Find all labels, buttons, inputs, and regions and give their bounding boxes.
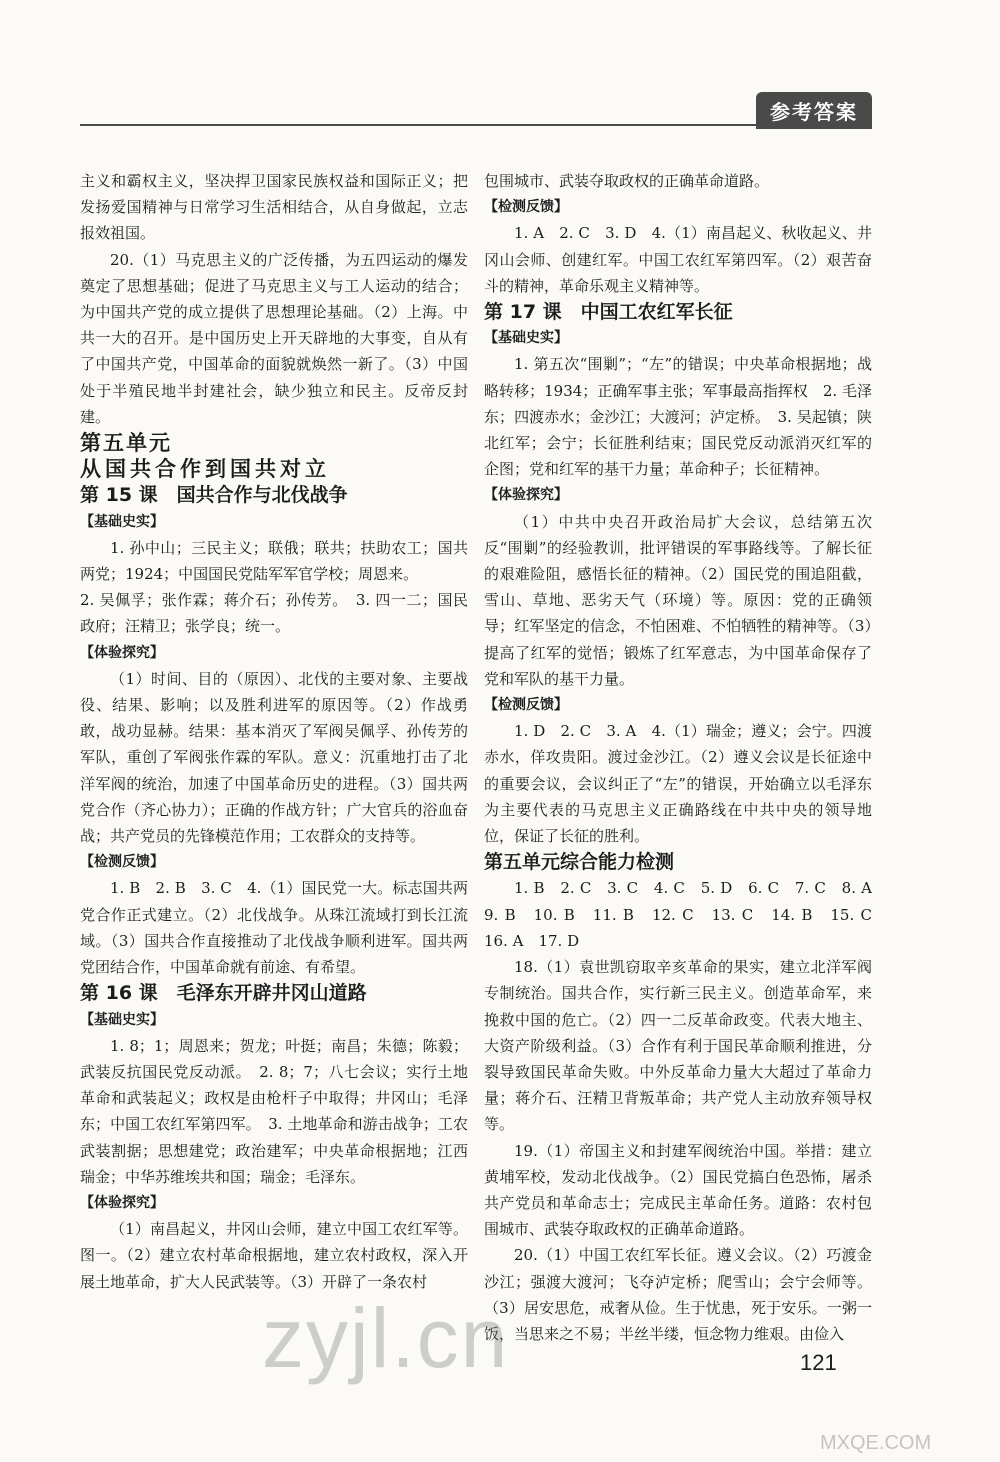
section-tag: 【检测反馈】 bbox=[80, 854, 164, 871]
section-tag: 【体验探究】 bbox=[80, 644, 164, 661]
left-column bbox=[80, 168, 468, 1295]
right-column bbox=[484, 168, 888, 1347]
section-tag: 【基础史实】 bbox=[484, 330, 568, 347]
paragraph: 2. 吴佩孚；张作霖；蒋介石；孙传芳。 3. 四一二；国民政府；汪精卫；张学良；统一。 bbox=[80, 591, 468, 636]
paragraph: 1. 8；1；周恩来；贺龙；叶挺；南昌；朱德；陈毅；武装反抗国民党反动派。 2. 8；7；八七会议；实行土地革命和武装起义；政权是由枪杆子中取得；井冈山；毛泽东；中国工农红军第四军。 3. 土地革命和游击战争；工农武装割据；思想建党；政治建军；中央革命根据地；江西瑞金；中华苏维埃共和国；瑞金；毛泽东。 bbox=[80, 1036, 468, 1186]
section-tag: 【基础史实】 bbox=[80, 513, 164, 530]
paragraph: 1. B 2. B 3. C 4.（1）国民党一大。标志国共两党合作正式建立。（2）北伐战争。从珠江流域打到长江流域。（3）国共合作直接推动了北伐战争顺利进军。国共两党团结合作，中国革命就有前途、有希望。 bbox=[80, 879, 468, 977]
section-tag: 【检测反馈】 bbox=[484, 199, 568, 216]
paragraph: 19.（1）帝国主义和封建军阀统治中国。举措：建立黄埔军校，发动北伐战争。（2）国民党搞白色恐怖，屠杀共产党员和革命志士；完成民主革命任务。道路：农村包围城市、武装夺取政权的正确革命道路。 bbox=[484, 1141, 872, 1239]
paragraph: （1）南昌起义，井冈山会师，建立中国工农红军等。图一。（2）建立农村革命根据地，建立农村政权，深入开展土地革命，扩大人民武装等。（3）开辟了一条农村 bbox=[80, 1220, 468, 1291]
lesson-title: 第 17 课 中国工农红军长征 bbox=[484, 301, 733, 324]
paragraph: （1）中共中央召开政治局扩大会议，总结第五次反“围剿”的经验教训，批评错误的军事路线等。了解长征的艰难险阻，感悟长征的精神。（2）国民党的围追阻截，雪山、草地、恶劣天气（环境）等。原因：党的正确领导；红军坚定的信念，不怕困难、不怕牺牲的精神等。（3）提高了红军的觉悟；锻炼了红军意志，为中国革命保存了党和军队的基干力量。 bbox=[484, 512, 872, 688]
paragraph: 20.（1）马克思主义的广泛传播，为五四运动的爆发奠定了思想基础；促进了马克思主义与工人运动的结合；为中国共产党的成立提供了思想理论基础。（2）上海。中共一大的召开。是中国历史上开天辟地的大事变，自从有了中国共产党，中国革命的面貌就焕然一新了。（3）中国处于半殖民地半封建社会，缺少独立和民主。反帝反封建。 bbox=[80, 250, 468, 426]
paragraph: 20.（1）中国工农红军长征。遵义会议。（2）巧渡金沙江；强渡大渡河；飞夺泸定桥；爬雪山；会宁会师等。（3）居安思危，戒奢从俭。生于忧患，死于安乐。一粥一饭，当思来之不易；半丝半缕，恒念物力维艰。由俭入 bbox=[484, 1246, 872, 1343]
paragraph: 1. 第五次“围剿”；“左”的错误；中央革命根据地；战略转移；1934；正确军事主张；军事最高指挥权 2. 毛泽东；四渡赤水；金沙江；大渡河；泸定桥。 3. 吴起镇；陕北红军；会宁；长征胜利结束；国民党反动派消灭红军的企图；党和红军的基干力量；革命种子；长征精神。 bbox=[484, 355, 872, 479]
paragraph: 1. D 2. C 3. A 4.（1）瑞金；遵义；会宁。四渡赤水，佯攻贵阳。渡过金沙江。（2）遵义会议是长征途中的重要会议，会议纠正了“左”的错误，开始确立以毛泽东为主要代表的马克思主义正确路线在中共中央的领导地位，保证了长征的胜利。 bbox=[484, 722, 872, 846]
unit-subtitle: 从国共合作到国共对立 bbox=[80, 457, 330, 482]
watermark-corner: MXQE.COM bbox=[820, 1432, 932, 1454]
paragraph: 1. A 2. C 3. D 4.（1）南昌起义、秋收起义、井冈山会师、创建红军。中国工农红军第四军。（2）艰苦奋斗的精神，革命乐观主义精神等。 bbox=[484, 224, 872, 295]
section-tag: 【体验探究】 bbox=[80, 1194, 164, 1211]
paragraph: 18.（1）袁世凯窃取辛亥革命的果实，建立北洋军阀专制统治。国共合作，实行新三民主义。创造革命军，来挽救中国的危亡。（2）四一二反革命政变。代表大地主、大资产阶级利益。（3）合作有利于国民革命顺利推进，分裂导致国民革命失败。中外反革命力量大大超过了革命力量；蒋介石、汪精卫背叛革命；共产党人主动放弃领导权等。 bbox=[484, 958, 872, 1134]
paragraph: 1. B 2. C 3. C 4. C 5. D 6. C 7. C 8. A 9. B 10. B 11. B 12. C 13. C 14. B 15. C 16. A 17. D bbox=[484, 879, 888, 950]
watermark-main: zyjl.cn bbox=[262, 1291, 510, 1385]
lesson-title: 第五单元综合能力检测 bbox=[484, 851, 675, 874]
paragraph: （1）时间、目的（原因）、北伐的主要对象、主要战役、结果、影响；以及胜利进军的原因等。（2）作战勇敢，战功显赫。结果：基本消灭了军阀吴佩孚、孙传芳的军队，重创了军阀张作霖的军队。意义：沉重地打击了北洋军阀的统治，加速了中国革命历史的进程。（3）国共两党合作（齐心协力）；正确的作战方针；广大官兵的浴血奋战；共产党员的先锋模范作用；工农群众的支持等。 bbox=[80, 669, 468, 846]
lesson-title: 第 15 课 国共合作与北伐战争 bbox=[80, 484, 348, 507]
section-tag: 【检测反馈】 bbox=[484, 697, 568, 714]
lesson-title: 第 16 课 毛泽东开辟井冈山道路 bbox=[80, 982, 367, 1005]
section-tag: 【体验探究】 bbox=[484, 487, 568, 504]
section-tag: 【基础史实】 bbox=[80, 1011, 164, 1028]
unit-title: 第五单元 bbox=[80, 431, 172, 456]
page-number: 121 bbox=[800, 1350, 837, 1375]
header-rule bbox=[80, 124, 872, 126]
paragraph: 主义和霸权主义，坚决捍卫国家民族权益和国际正义；把发扬爱国精神与日常学习生活相结合，从自身做起，立志报效祖国。 bbox=[80, 172, 468, 243]
section-tab: 参考答案 bbox=[756, 92, 872, 129]
paragraph: 包围城市、武装夺取政权的正确革命道路。 bbox=[484, 172, 770, 190]
paragraph: 1. 孙中山；三民主义；联俄；联共；扶助农工；国共两党；1924；中国国民党陆军军官学校；周恩来。 bbox=[80, 538, 468, 584]
